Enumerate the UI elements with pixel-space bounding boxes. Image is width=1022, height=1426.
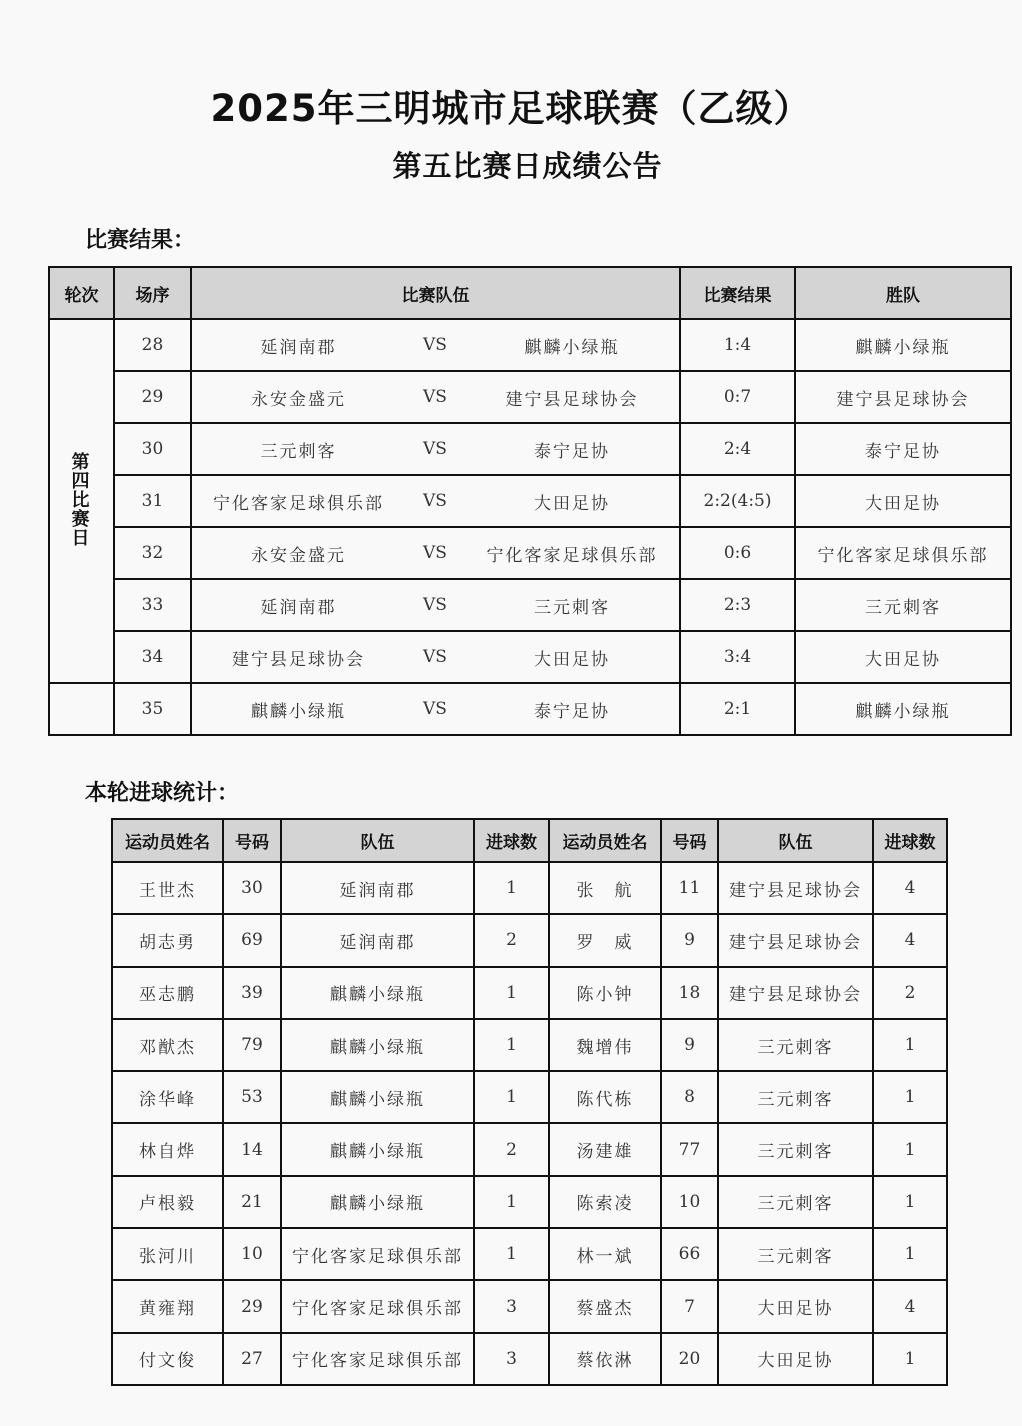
match-score: 2:2(4:5) bbox=[680, 475, 795, 527]
home-team: 宁化客家足球俱乐部 bbox=[191, 475, 405, 527]
scorer-row bbox=[112, 862, 947, 914]
player-name: 罗 威 bbox=[549, 914, 661, 966]
document-subtitle: 第五比赛日成绩公告 bbox=[392, 149, 663, 183]
col-header-player-name-2: 运动员姓名 bbox=[549, 819, 661, 862]
col-header-winner: 胜队 bbox=[795, 267, 1011, 319]
player-number: 29 bbox=[223, 1280, 281, 1332]
col-header-goals-2: 进球数 bbox=[873, 819, 947, 862]
col-header-match-no: 场序 bbox=[114, 267, 191, 319]
player-team: 麒麟小绿瓶 bbox=[281, 1071, 474, 1123]
goal-count: 3 bbox=[474, 1333, 549, 1385]
match-score: 3:4 bbox=[680, 631, 795, 683]
player-team: 延润南郡 bbox=[281, 862, 474, 914]
round-group-cell bbox=[49, 319, 114, 683]
scorers-heading: 本轮进球统计： bbox=[85, 781, 240, 806]
player-number: 77 bbox=[661, 1123, 718, 1175]
player-number: 9 bbox=[661, 1019, 718, 1071]
scorer-row bbox=[112, 967, 947, 1019]
col-header-team: 队伍 bbox=[281, 819, 474, 862]
player-team: 三元刺客 bbox=[718, 1176, 873, 1228]
winning-team: 泰宁足协 bbox=[795, 423, 1011, 475]
player-number: 10 bbox=[223, 1228, 281, 1280]
player-name: 涂华峰 bbox=[112, 1071, 223, 1123]
match-number: 29 bbox=[114, 371, 191, 423]
winning-team: 建宁县足球协会 bbox=[795, 371, 1011, 423]
away-team: 麒麟小绿瓶 bbox=[465, 319, 680, 371]
match-number: 35 bbox=[114, 683, 191, 735]
away-team: 泰宁足协 bbox=[465, 423, 680, 475]
results-heading: 比赛结果： bbox=[85, 228, 196, 253]
vs-label: VS bbox=[405, 319, 465, 371]
player-number: 27 bbox=[223, 1333, 281, 1385]
player-number: 11 bbox=[661, 862, 718, 914]
player-team: 建宁县足球协会 bbox=[718, 967, 873, 1019]
player-name: 蔡依淋 bbox=[549, 1333, 661, 1385]
player-team: 三元刺客 bbox=[718, 1071, 873, 1123]
winning-team: 三元刺客 bbox=[795, 579, 1011, 631]
player-name: 陈代栋 bbox=[549, 1071, 661, 1123]
winning-team: 大田足协 bbox=[795, 631, 1011, 683]
player-number: 79 bbox=[223, 1019, 281, 1071]
player-name: 林自烨 bbox=[112, 1123, 223, 1175]
goal-count: 1 bbox=[873, 1176, 947, 1228]
player-name: 蔡盛杰 bbox=[549, 1280, 661, 1332]
goal-count: 1 bbox=[474, 1071, 549, 1123]
player-number: 69 bbox=[223, 914, 281, 966]
player-name: 邓猷杰 bbox=[112, 1019, 223, 1071]
scorer-row bbox=[112, 1280, 947, 1332]
player-name: 付文俊 bbox=[112, 1333, 223, 1385]
match-row bbox=[49, 423, 1011, 475]
match-row bbox=[49, 371, 1011, 423]
vs-label: VS bbox=[405, 631, 465, 683]
home-team: 麒麟小绿瓶 bbox=[191, 683, 405, 735]
vs-label: VS bbox=[405, 475, 465, 527]
away-team: 建宁县足球协会 bbox=[465, 371, 680, 423]
player-number: 30 bbox=[223, 862, 281, 914]
vs-label: VS bbox=[405, 683, 465, 735]
round-group-label: 第四比赛日 bbox=[71, 452, 92, 549]
player-number: 7 bbox=[661, 1280, 718, 1332]
scorer-row bbox=[112, 1019, 947, 1071]
round-empty-cell bbox=[49, 683, 114, 735]
goal-count: 1 bbox=[474, 862, 549, 914]
player-name: 黄雍翔 bbox=[112, 1280, 223, 1332]
player-name: 胡志勇 bbox=[112, 914, 223, 966]
home-team: 延润南郡 bbox=[191, 579, 405, 631]
player-number: 9 bbox=[661, 914, 718, 966]
player-team: 大田足协 bbox=[718, 1333, 873, 1385]
winning-team: 麒麟小绿瓶 bbox=[795, 319, 1011, 371]
col-header-score: 比赛结果 bbox=[680, 267, 795, 319]
vs-label: VS bbox=[405, 527, 465, 579]
scorer-row bbox=[112, 1071, 947, 1123]
match-number: 32 bbox=[114, 527, 191, 579]
col-header-goals: 进球数 bbox=[474, 819, 549, 862]
goal-count: 1 bbox=[873, 1123, 947, 1175]
match-number: 30 bbox=[114, 423, 191, 475]
match-score: 2:1 bbox=[680, 683, 795, 735]
match-row bbox=[49, 683, 1011, 735]
goal-count: 1 bbox=[873, 1333, 947, 1385]
away-team: 大田足协 bbox=[465, 631, 680, 683]
goal-count: 1 bbox=[873, 1071, 947, 1123]
results-header-row bbox=[49, 267, 1011, 319]
goal-count: 1 bbox=[873, 1019, 947, 1071]
home-team: 永安金盛元 bbox=[191, 371, 405, 423]
goal-count: 1 bbox=[474, 967, 549, 1019]
vs-label: VS bbox=[405, 423, 465, 475]
col-header-team-2: 队伍 bbox=[718, 819, 873, 862]
away-team: 三元刺客 bbox=[465, 579, 680, 631]
match-results-table bbox=[48, 266, 1012, 736]
player-team: 三元刺客 bbox=[718, 1123, 873, 1175]
col-header-number-2: 号码 bbox=[661, 819, 718, 862]
scorer-row bbox=[112, 1333, 947, 1385]
col-header-teams: 比赛队伍 bbox=[191, 267, 680, 319]
goal-count: 2 bbox=[474, 914, 549, 966]
goal-count: 1 bbox=[873, 1228, 947, 1280]
player-name: 陈索凌 bbox=[549, 1176, 661, 1228]
player-name: 陈小钟 bbox=[549, 967, 661, 1019]
match-row bbox=[49, 579, 1011, 631]
goal-count: 2 bbox=[873, 967, 947, 1019]
player-name: 汤建雄 bbox=[549, 1123, 661, 1175]
away-team: 宁化客家足球俱乐部 bbox=[465, 527, 680, 579]
match-row bbox=[49, 527, 1011, 579]
col-header-number: 号码 bbox=[223, 819, 281, 862]
scorers-header-row bbox=[112, 819, 947, 862]
match-score: 2:4 bbox=[680, 423, 795, 475]
player-name: 魏增伟 bbox=[549, 1019, 661, 1071]
match-number: 31 bbox=[114, 475, 191, 527]
home-team: 三元刺客 bbox=[191, 423, 405, 475]
winning-team: 大田足协 bbox=[795, 475, 1011, 527]
goal-count: 4 bbox=[873, 862, 947, 914]
winning-team: 麒麟小绿瓶 bbox=[795, 683, 1011, 735]
vs-label: VS bbox=[405, 371, 465, 423]
match-score: 2:3 bbox=[680, 579, 795, 631]
goal-count: 3 bbox=[474, 1280, 549, 1332]
player-name: 王世杰 bbox=[112, 862, 223, 914]
goal-count: 4 bbox=[873, 914, 947, 966]
goal-scorers-table bbox=[111, 818, 948, 1386]
scorer-row bbox=[112, 1176, 947, 1228]
scorer-row bbox=[112, 914, 947, 966]
player-team: 麒麟小绿瓶 bbox=[281, 1176, 474, 1228]
home-team: 永安金盛元 bbox=[191, 527, 405, 579]
home-team: 建宁县足球协会 bbox=[191, 631, 405, 683]
player-team: 宁化客家足球俱乐部 bbox=[281, 1280, 474, 1332]
winning-team: 宁化客家足球俱乐部 bbox=[795, 527, 1011, 579]
scorer-row bbox=[112, 1123, 947, 1175]
goal-count: 2 bbox=[474, 1123, 549, 1175]
player-team: 三元刺客 bbox=[718, 1019, 873, 1071]
player-team: 建宁县足球协会 bbox=[718, 862, 873, 914]
match-row bbox=[49, 475, 1011, 527]
vs-label: VS bbox=[405, 579, 465, 631]
match-score: 0:6 bbox=[680, 527, 795, 579]
player-name: 卢根毅 bbox=[112, 1176, 223, 1228]
document-title: 2025年三明城市足球联赛（乙级） bbox=[210, 87, 812, 130]
player-team: 三元刺客 bbox=[718, 1228, 873, 1280]
player-name: 巫志鹏 bbox=[112, 967, 223, 1019]
player-team: 宁化客家足球俱乐部 bbox=[281, 1228, 474, 1280]
player-team: 麒麟小绿瓶 bbox=[281, 1019, 474, 1071]
player-number: 18 bbox=[661, 967, 718, 1019]
away-team: 泰宁足协 bbox=[465, 683, 680, 735]
match-number: 34 bbox=[114, 631, 191, 683]
player-number: 20 bbox=[661, 1333, 718, 1385]
player-team: 大田足协 bbox=[718, 1280, 873, 1332]
match-row bbox=[49, 631, 1011, 683]
match-number: 28 bbox=[114, 319, 191, 371]
col-header-player-name: 运动员姓名 bbox=[112, 819, 223, 862]
player-team: 宁化客家足球俱乐部 bbox=[281, 1333, 474, 1385]
player-number: 39 bbox=[223, 967, 281, 1019]
player-name: 张 航 bbox=[549, 862, 661, 914]
match-number: 33 bbox=[114, 579, 191, 631]
scorer-row bbox=[112, 1228, 947, 1280]
player-team: 建宁县足球协会 bbox=[718, 914, 873, 966]
home-team: 延润南郡 bbox=[191, 319, 405, 371]
player-name: 张河川 bbox=[112, 1228, 223, 1280]
goal-count: 1 bbox=[474, 1019, 549, 1071]
away-team: 大田足协 bbox=[465, 475, 680, 527]
goal-count: 1 bbox=[474, 1176, 549, 1228]
player-team: 麒麟小绿瓶 bbox=[281, 967, 474, 1019]
player-number: 53 bbox=[223, 1071, 281, 1123]
player-name: 林一斌 bbox=[549, 1228, 661, 1280]
player-team: 麒麟小绿瓶 bbox=[281, 1123, 474, 1175]
match-score: 1:4 bbox=[680, 319, 795, 371]
match-row bbox=[49, 319, 1011, 371]
col-header-round: 轮次 bbox=[49, 267, 114, 319]
player-number: 8 bbox=[661, 1071, 718, 1123]
player-number: 10 bbox=[661, 1176, 718, 1228]
match-score: 0:7 bbox=[680, 371, 795, 423]
player-team: 延润南郡 bbox=[281, 914, 474, 966]
player-number: 66 bbox=[661, 1228, 718, 1280]
player-number: 14 bbox=[223, 1123, 281, 1175]
goal-count: 1 bbox=[474, 1228, 549, 1280]
player-number: 21 bbox=[223, 1176, 281, 1228]
goal-count: 4 bbox=[873, 1280, 947, 1332]
